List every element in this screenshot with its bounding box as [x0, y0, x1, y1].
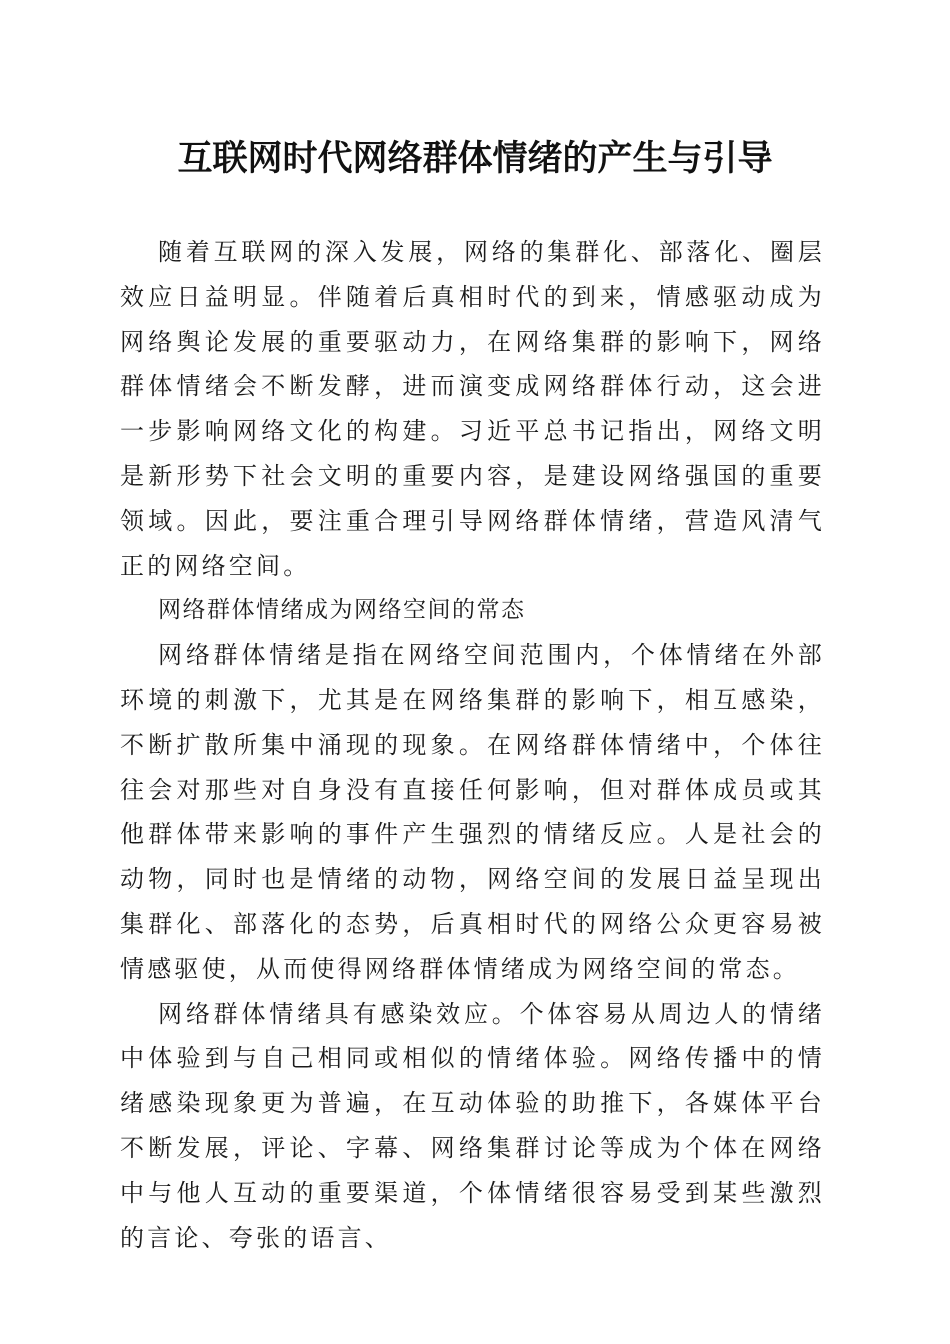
- paragraph-contagion: 网络群体情绪具有感染效应。个体容易从周边人的情绪中体验到与自己相同或相似的情绪体验。网络传播中的情绪感染现象更为普遍，在互动体验的助推下，各媒体平台不断发展，评论、字幕、网络集群讨论等成为个体在网络中与他人互动的重要渠道，个体情绪很容易受到某些激烈的言论、夸张的语言、: [120, 999, 825, 1252]
- paragraph-intro: 随着互联网的深入发展，网络的集群化、部落化、圈层效应日益明显。伴随着后真相时代的到来，情感驱动成为网络舆论发展的重要驱动力，在网络集群的影响下，网络群体情绪会不断发酵，进而演变成网络群体行动，这会进一步影响网络文化的构建。习近平总书记指出，网络文明是新形势下社会文明的重要内容，是建设网络强国的重要领域。因此，要注重合理引导网络群体情绪，营造风清气正的网络空间。: [120, 238, 825, 580]
- section-heading: 网络群体情绪成为网络空间的常态: [158, 597, 526, 624]
- document-title: 互联网时代网络群体情绪的产生与引导: [177, 138, 773, 179]
- paragraph-definition: 网络群体情绪是指在网络空间范围内，个体情绪在外部环境的刺激下，尤其是在网络集群的影响下，相互感染，不断扩散所集中涌现的现象。在网络群体情绪中，个体往往会对那些对自身没有直接任何影响，但对群体成员或其他群体带来影响的事件产生强烈的情绪反应。人是社会的动物，同时也是情绪的动物，网络空间的发展日益呈现出集群化、部落化的态势，后真相时代的网络公众更容易被情感驱使，从而使得网络群体情绪成为网络空间的常态。: [120, 641, 825, 983]
- document-body: [120, 230, 825, 1260]
